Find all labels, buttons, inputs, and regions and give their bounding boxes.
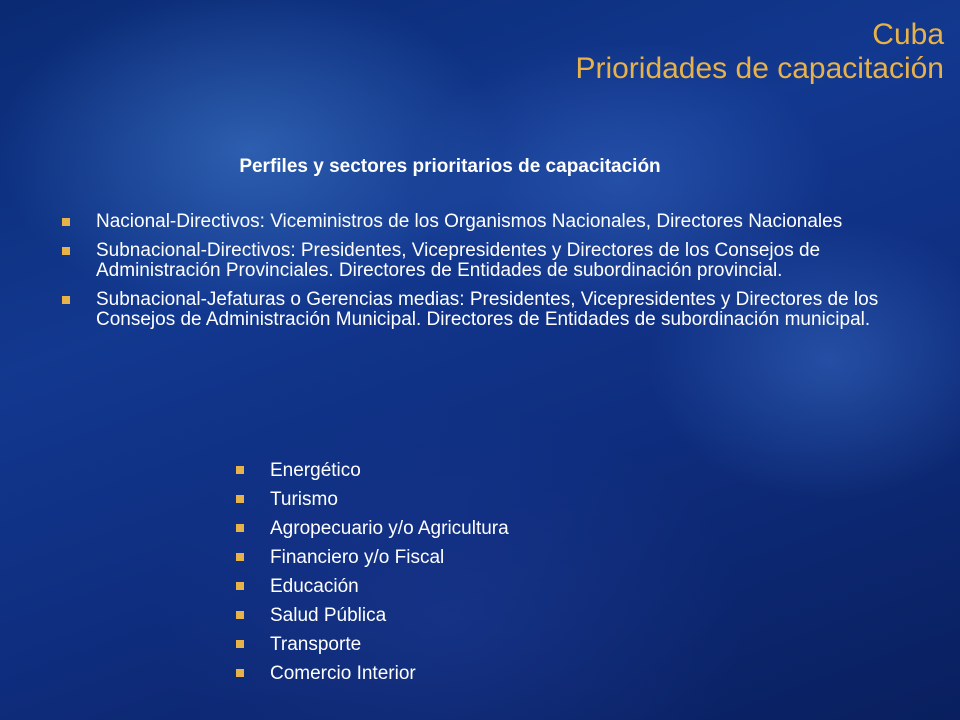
list-item bbox=[236, 572, 509, 601]
sector-text: Turismo bbox=[270, 489, 338, 510]
square-bullet-icon bbox=[236, 582, 244, 590]
square-bullet-icon bbox=[236, 669, 244, 677]
list-item bbox=[236, 485, 509, 514]
list-item bbox=[236, 601, 509, 630]
square-bullet-icon bbox=[236, 466, 244, 474]
list-item bbox=[236, 630, 509, 659]
profile-text: Nacional-Directivos: Viceministros de los Organismos Nacionales, Directores Nacionales bbox=[96, 211, 843, 232]
sector-text: Comercio Interior bbox=[270, 663, 416, 684]
square-bullet-icon bbox=[236, 553, 244, 561]
section-subtitle: Perfiles y sectores prioritarios de capacitación bbox=[239, 156, 661, 177]
sectors-list bbox=[236, 456, 509, 688]
slide-title bbox=[575, 18, 944, 86]
list-item bbox=[62, 212, 922, 232]
list-item bbox=[236, 456, 509, 485]
square-bullet-icon bbox=[62, 296, 70, 304]
sector-text: Transporte bbox=[270, 634, 362, 655]
profiles-list bbox=[62, 212, 922, 339]
sector-text: Energético bbox=[270, 460, 361, 481]
square-bullet-icon bbox=[62, 247, 70, 255]
sector-text: Salud Pública bbox=[270, 605, 387, 626]
square-bullet-icon bbox=[62, 218, 70, 226]
sector-text: Financiero y/o Fiscal bbox=[270, 547, 445, 568]
square-bullet-icon bbox=[236, 524, 244, 532]
title-line-country: Cuba bbox=[872, 18, 944, 51]
list-item bbox=[236, 659, 509, 688]
title-line-topic: Prioridades de capacitación bbox=[575, 52, 944, 85]
profile-text: Subnacional-Directivos: Presidentes, Vicepresidentes y Directores de los Consejos de Administración Provinciales. Directores de Entidades de subordinación provincial. bbox=[96, 240, 821, 281]
sector-text: Educación bbox=[270, 576, 359, 597]
profile-text: Subnacional-Jefaturas o Gerencias medias: Presidentes, Vicepresidentes y Directores de los Consejos de Administración Municipal. Directores de Entidades de subordinación municipal. bbox=[96, 289, 879, 330]
list-item bbox=[62, 241, 922, 281]
square-bullet-icon bbox=[236, 495, 244, 503]
square-bullet-icon bbox=[236, 611, 244, 619]
list-item bbox=[236, 543, 509, 572]
square-bullet-icon bbox=[236, 640, 244, 648]
list-item bbox=[236, 514, 509, 543]
list-item bbox=[62, 290, 922, 330]
sector-text: Agropecuario y/o Agricultura bbox=[270, 518, 509, 539]
